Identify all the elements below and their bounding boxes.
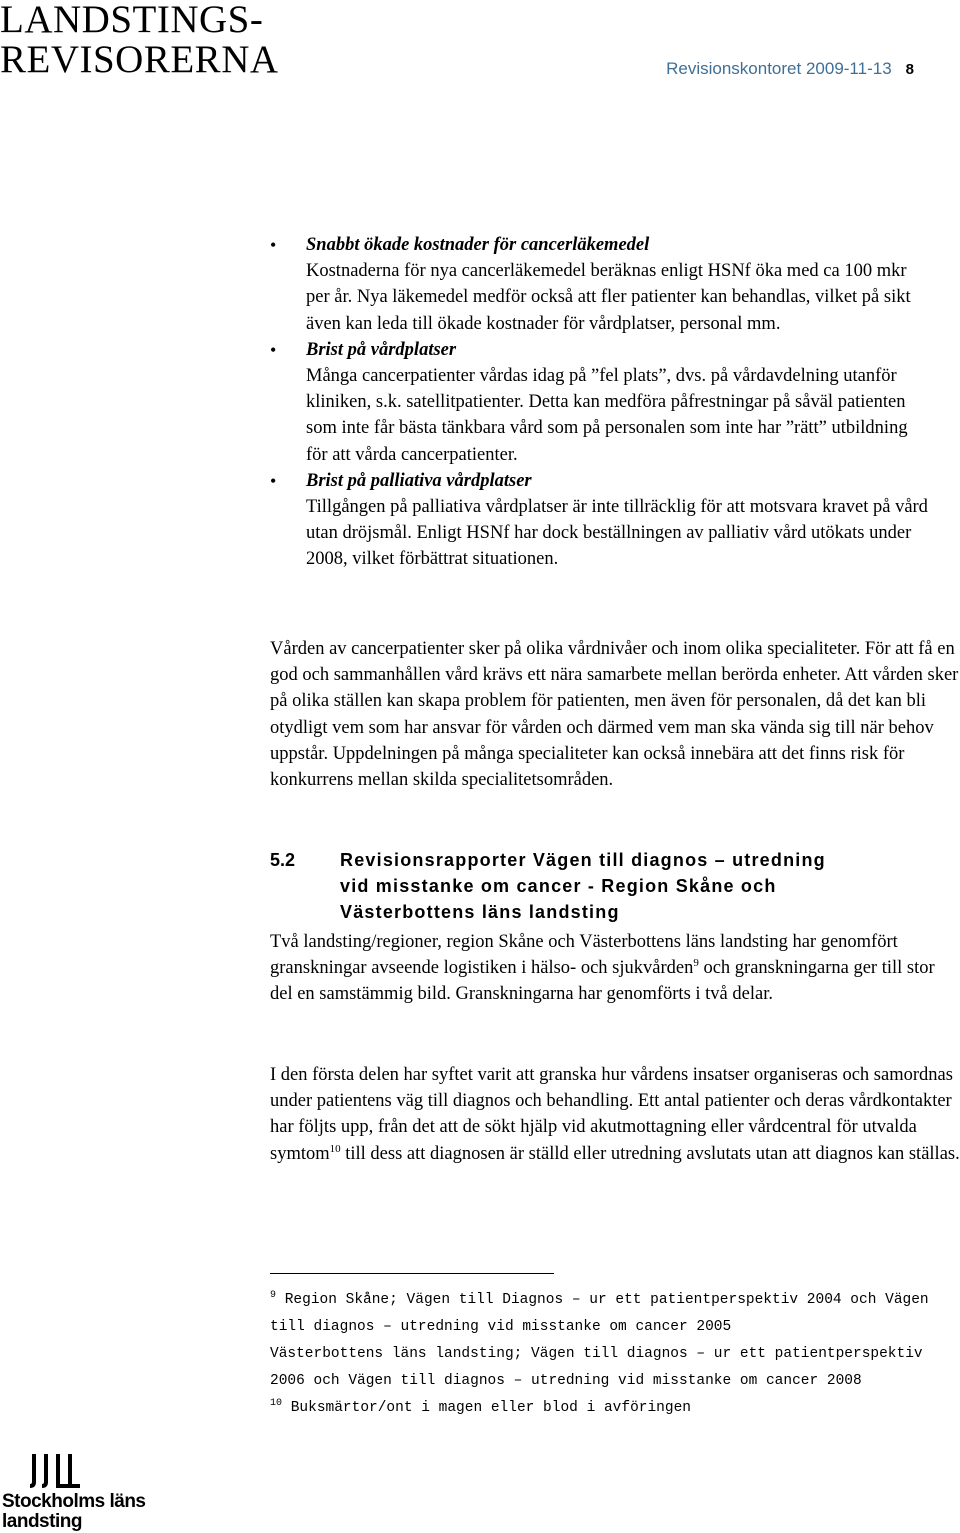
footnote: [270, 1395, 960, 1422]
footnote-number: 9: [270, 1290, 277, 1302]
section-title-line-2: vid misstanke om cancer - Region Skåne och: [340, 876, 777, 896]
footnote-ref: 9: [693, 957, 699, 970]
footnote-number: 10: [270, 1398, 283, 1410]
logo-line-2: REVISORERNA: [0, 38, 279, 81]
stockholms-lans-landsting-logo: [0, 1452, 150, 1533]
bullet-item: [270, 232, 930, 337]
paragraph-first-part: [270, 1062, 960, 1167]
paragraph-text: och granskningarna ger till stor del en samstämmig bild. Granskningarna har genomförts i två delar.: [270, 958, 935, 1005]
page-number: 8: [905, 61, 914, 78]
bullet-text: Många cancerpatienter vårdas idag på ”fel plats”, dvs. på vårdavdelning utanför kliniken, s.k. satellitpatienter. Detta kan medföra påfrestningar på såväl patienten som inte får bästa tänkbara vård som på personalen som inte har ”rätt” utbildning för att vårda cancerpatienter.: [306, 366, 908, 465]
paragraph-text: Två landsting/regioner, region Skåne och Västerbottens läns landsting har genomfört granskningar avseende logistiken i hälso- och sjukvården: [270, 932, 898, 979]
footnote-separator: [270, 1273, 554, 1274]
footnote-text: Buksmärtor/ont i magen eller blod i avföringen: [290, 1400, 691, 1416]
paragraph-care-levels: Vården av cancerpatienter sker på olika vårdnivåer och inom olika specialiteter. För att få en god och sammanhållen vård krävs ett nära samarbete mellan berörda enheter. Att vården sker på olika ställen kan skapa problem för patienten, men även för personalen, då det kan bli otydligt vem som har ansvar för vården och därmed vem man ska vända sig till när behov uppstår. Uppdelningen på många specialiteter kan också innebära att det finns risk för konkurrens mellan skilda specialitetsområden.: [270, 639, 959, 791]
bullet-text: Tillgången på palliativa vårdplatser är inte tillräcklig för att motsvara kravet på vård utan dröjsmål. Enligt HSNf har dock beställningen av palliativ vård utökats under 2008, vilket förbättrat situationen.: [306, 497, 928, 570]
section-title-line-1: Revisionsrapporter Vägen till diagnos – utredning: [340, 850, 826, 870]
bullet-title: • Snabbt ökade kostnader för cancerläkemedel: [306, 235, 650, 255]
bullet-title: • Brist på vårdplatser: [306, 339, 457, 360]
bullet-title: • Brist på palliativa vårdplatser: [306, 470, 532, 491]
bullet-text: Kostnaderna för nya cancerläkemedel beräknas enligt HSNf öka med ca 100 mkr per år. Nya läkemedel medför också att fler patienter kan behandlas, vilket på sikt även kan leda till ökade kostnader för vårdplatser, personal mm.: [306, 261, 911, 334]
section-title-line-3: Västerbottens läns landsting: [340, 902, 620, 922]
sll-logo-line-1: Stockholms läns: [2, 1491, 146, 1512]
footnote: [270, 1287, 960, 1341]
office-date: Revisionskontoret 2009-11-13: [666, 59, 892, 78]
footnotes: [270, 1287, 960, 1422]
footnote: [270, 1341, 960, 1395]
footnote-text: Region Skåne; Vägen till Diagnos – ur ett patientperspektiv 2004 och Vägen till diagnos – utredning vid misstanke om cancer 2005: [270, 1292, 929, 1335]
bullet-item: [270, 337, 930, 468]
page-header: [666, 59, 914, 79]
footnote-text: Västerbottens läns landsting; Vägen till diagnos – ur ett patientperspektiv 2006 och Vägen till diagnos – utredning vid misstanke om cancer 2008: [270, 1346, 923, 1389]
sll-emblem-icon: [28, 1452, 92, 1490]
paragraph-text: I den första delen har syftet varit att granska hur vårdens insatser organiseras och samordnas under patientens väg till diagnos och behandling. Ett antal patienter och deras vårdkontakter har följts upp, från det att de sökt hjälp vid akutmottagning eller vårdcentral för utvalda symtom: [270, 1065, 953, 1164]
logo-line-1: LANDSTINGS-: [0, 0, 264, 41]
section-heading: [270, 847, 960, 925]
section-number: 5.2: [270, 850, 296, 870]
landstingsrevisorerna-logo: [0, 0, 360, 80]
paragraph-two-regions: [270, 929, 960, 1008]
sll-logo-line-2: landsting: [2, 1511, 82, 1532]
bullet-list: [270, 232, 930, 573]
bullet-item: [270, 468, 930, 573]
paragraph-text: till dess att diagnosen är ställd eller utredning avslutats utan att diagnos kan ställas.: [340, 1143, 960, 1164]
footnote-ref: 10: [329, 1142, 341, 1155]
sll-logo-text: [2, 1492, 146, 1532]
